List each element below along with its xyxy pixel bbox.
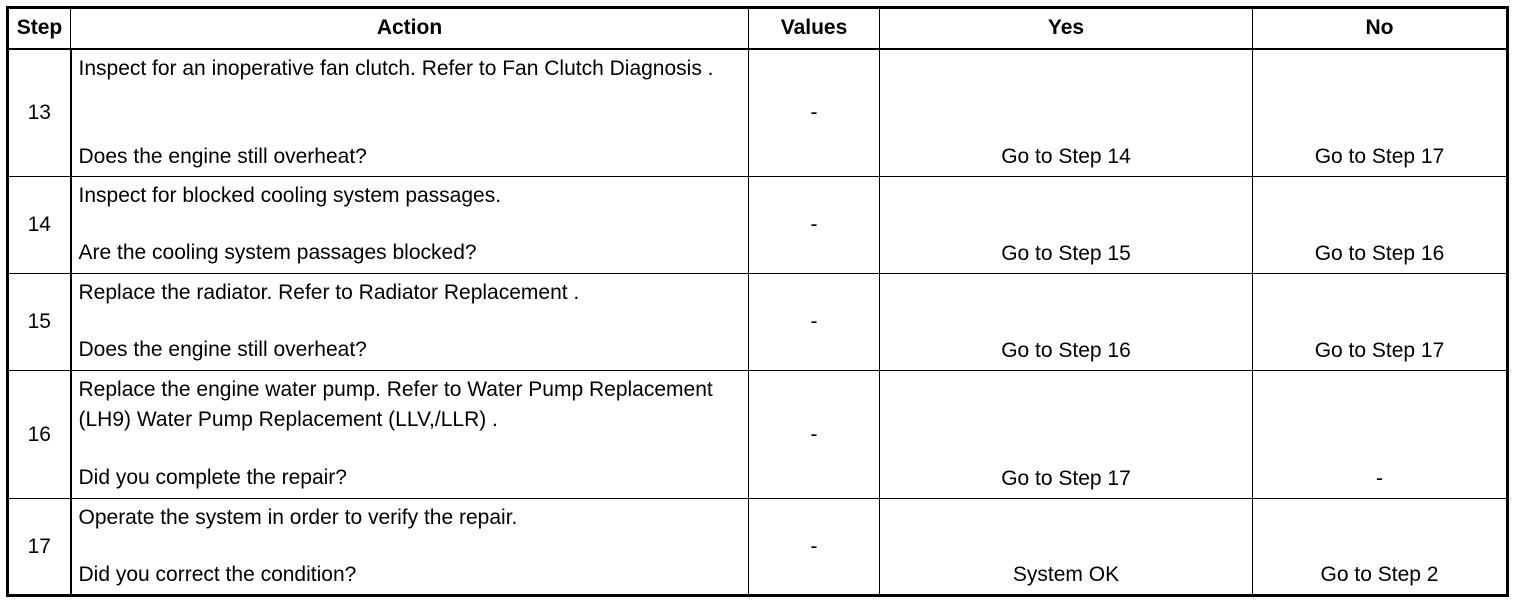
table-row	[8, 499, 1508, 596]
yes-cell: System OK	[880, 499, 1253, 596]
yes-cell: Go to Step 17	[880, 371, 1253, 499]
table-row	[8, 371, 1508, 499]
yes-cell: Go to Step 16	[880, 274, 1253, 371]
action-text: Operate the system in order to verify the repair.	[78, 506, 518, 529]
step-number: 13	[8, 49, 71, 177]
question-text: Does the engine still overheat?	[78, 144, 367, 168]
action-text: Replace the engine water pump. Refer to Water Pump Replacement (LH9) Water Pump Replacement (LLV,/LLR) .	[78, 378, 713, 431]
yes-cell: Go to Step 15	[880, 177, 1253, 274]
action-cell	[71, 499, 749, 596]
question-text: Did you correct the condition?	[78, 563, 357, 586]
question-text: Are the cooling system passages blocked?	[78, 241, 477, 264]
no-cell: Go to Step 16	[1253, 177, 1508, 274]
header-values: Values	[749, 8, 880, 49]
values-cell: -	[749, 371, 880, 499]
action-cell	[71, 274, 749, 371]
yes-cell: Go to Step 14	[880, 49, 1253, 177]
values-cell: -	[749, 274, 880, 371]
header-action: Action	[71, 8, 749, 49]
header-yes: Yes	[880, 8, 1253, 49]
table-row	[8, 49, 1508, 177]
diagnostic-table	[6, 6, 1509, 597]
header-row	[8, 8, 1508, 49]
step-number: 15	[8, 274, 71, 371]
action-text: Replace the radiator. Refer to Radiator Replacement .	[78, 281, 580, 304]
action-cell	[71, 177, 749, 274]
step-number: 17	[8, 499, 71, 596]
no-cell: Go to Step 17	[1253, 274, 1508, 371]
no-cell: Go to Step 2	[1253, 499, 1508, 596]
table-row	[8, 177, 1508, 274]
question-text: Does the engine still overheat?	[78, 338, 367, 361]
header-no: No	[1253, 8, 1508, 49]
action-cell	[71, 49, 749, 177]
action-text: Inspect for an inoperative fan clutch. Refer to Fan Clutch Diagnosis .	[78, 56, 714, 80]
table-row	[8, 274, 1508, 371]
action-cell	[71, 371, 749, 499]
values-cell: -	[749, 177, 880, 274]
header-step: Step	[8, 8, 71, 49]
no-cell: -	[1253, 371, 1508, 499]
step-number: 14	[8, 177, 71, 274]
no-cell: Go to Step 17	[1253, 49, 1508, 177]
question-text: Did you complete the repair?	[78, 466, 347, 489]
values-cell: -	[749, 49, 880, 177]
action-text: Inspect for blocked cooling system passages.	[78, 184, 502, 207]
step-number: 16	[8, 371, 71, 499]
values-cell: -	[749, 499, 880, 596]
